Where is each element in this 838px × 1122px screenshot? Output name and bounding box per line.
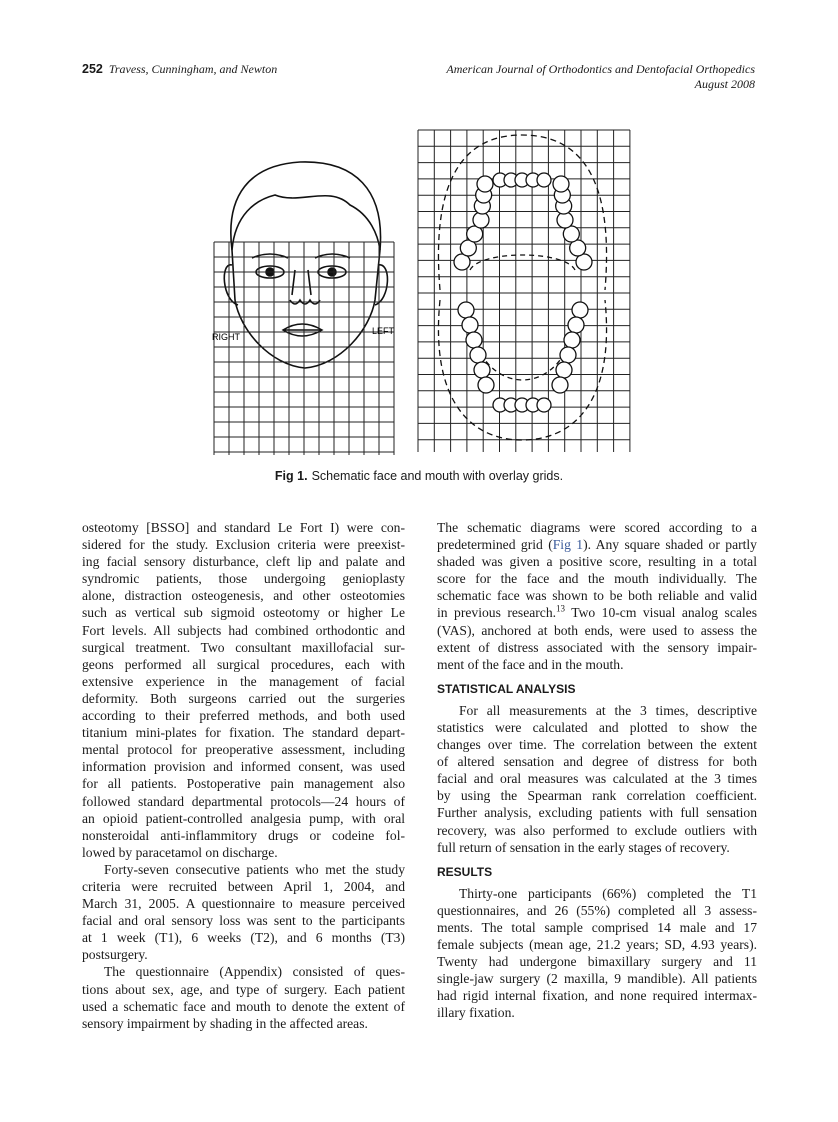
- tooth: [458, 302, 474, 318]
- text-segment: predetermined grid (: [437, 537, 553, 553]
- text-segment: in previous research.: [437, 605, 557, 621]
- text-line: according to their preferred methods, and both used: [82, 708, 405, 724]
- paragraph: [437, 885, 757, 1022]
- text-line: extent of distress associated with the sensory impair-: [437, 639, 757, 655]
- text-line: March 31, 2005. A questionnaire to measure perceived: [82, 896, 405, 912]
- figure-link[interactable]: Fig 1: [552, 537, 584, 553]
- text-line: The schematic diagrams were scored according to a: [437, 520, 757, 535]
- paragraph: [437, 519, 757, 673]
- tooth: [572, 302, 588, 318]
- text-line: facial and oral sensory loss was sent to the participants: [82, 913, 405, 929]
- text-line: Thirty-one participants (66%) completed the T1: [459, 885, 757, 901]
- text-line: information provision and informed consent, was used: [82, 759, 405, 775]
- text-line: full return of sensation in the early stages of recovery.: [437, 839, 730, 855]
- section-heading: RESULTS: [437, 864, 493, 879]
- schematic-face: [224, 162, 387, 368]
- text-line: criteria were recruited between April 1, 2004, and: [82, 878, 405, 894]
- text-line: surgical treatment. Two consultant maxillofacial sur-: [82, 639, 405, 655]
- paragraph: [82, 519, 405, 861]
- text-line: alone, distraction osteogenesis, and other osteotomies: [82, 588, 405, 604]
- text-line: Fort levels. All subjects had combined orthodontic and: [82, 622, 405, 638]
- section-heading: STATISTICAL ANALYSIS: [437, 681, 576, 696]
- text-line: lowed by paracetamol on discharge.: [82, 844, 278, 860]
- text-line: for all patients. Postoperative pain management also: [82, 776, 405, 792]
- text-line: ment of the face and in the mouth.: [437, 656, 624, 672]
- left-column: [82, 519, 405, 1032]
- issue-date: August 2008: [694, 77, 755, 91]
- figure-1: [0, 0, 838, 470]
- text-line: statistics were calculated and plotted to show the: [437, 719, 757, 735]
- text-line: such as vertical sub sigmoid osteotomy or higher Le: [82, 605, 405, 621]
- text-line: single-jaw surgery (2 maxilla, 9 mandible). All patients: [437, 971, 757, 987]
- face-overlay-grid: [214, 242, 394, 455]
- face-left-label: LEFT: [372, 326, 395, 336]
- text-line: Twenty had undergone bimaxillary surgery and 11: [437, 954, 757, 970]
- text-line: Forty-seven consecutive patients who met the study: [104, 861, 405, 877]
- tooth: [474, 362, 490, 378]
- text-line: For all measurements at the 3 times, descriptive: [459, 702, 757, 718]
- citation-superscript: 13: [556, 603, 566, 614]
- text-line: sidered for the study. Exclusion criteria were preexist-: [82, 537, 405, 553]
- text-line: shaded was given a positive score, resulting in a total: [437, 554, 757, 570]
- text-line: titanium mini-plates for fixation. The standard depart-: [82, 725, 405, 741]
- text-line: tions about sex, age, and type of surgery. Each patient: [82, 981, 405, 997]
- text-line: (VAS), anchored at both ends, were used to assess the: [437, 622, 757, 638]
- text-line: [437, 604, 757, 621]
- text-line: [437, 536, 757, 553]
- tooth: [564, 332, 580, 348]
- right-column: [437, 519, 757, 1021]
- tooth: [552, 377, 568, 393]
- text-line: Further analysis, excluding patients with full sensation: [437, 805, 757, 821]
- paragraph: [82, 963, 405, 1031]
- tooth: [560, 347, 576, 363]
- tooth: [462, 317, 478, 333]
- tooth: [537, 398, 551, 412]
- text-line: schematic face was shown to be both reliable and valid: [437, 588, 757, 604]
- text-line: score for the face and the mouth individually. The: [437, 571, 757, 587]
- text-line: geons performed all surgical procedures, each with: [82, 656, 405, 672]
- text-line: The questionnaire (Appendix) consisted of ques-: [104, 964, 405, 980]
- authors: Travess, Cunningham, and Newton: [108, 62, 278, 76]
- text-line: illary fixation.: [437, 1005, 515, 1021]
- paragraph: [82, 861, 405, 964]
- text-segment: Two 10-cm visual analog scales: [565, 605, 758, 621]
- text-line: sensory impairment by shading in the affected areas.: [82, 1015, 368, 1031]
- tooth: [477, 176, 493, 192]
- journal-name: American Journal of Orthodontics and Dentofacial Orthopedics: [446, 62, 755, 76]
- text-line: postsurgery.: [82, 947, 148, 963]
- text-line: female subjects (mean age, 21.2 years; SD, 4.93 years).: [437, 936, 757, 952]
- caption-text: Schematic face and mouth with overlay grids.: [311, 469, 564, 483]
- figure-label: Fig 1.: [274, 469, 308, 483]
- page-number: 252: [82, 62, 103, 76]
- text-line: used a schematic face and mouth to denote the extent of: [82, 998, 405, 1014]
- tooth: [553, 176, 569, 192]
- text-line: an opioid patient-controlled analgesia pump, with oral: [82, 810, 405, 826]
- text-line: deformity. Both surgeons carried out the surgeries: [82, 690, 405, 706]
- text-line: extensive experience in the management of facial: [82, 673, 405, 689]
- text-line: by using the Spearman rank correlation coefficient.: [437, 788, 757, 804]
- text-line: changes over time. The correlation between the extent: [437, 737, 757, 753]
- text-line: facial and oral measures was calculated at the 3 times: [437, 771, 757, 787]
- text-line: had rigid internal fixation, and none required intermax-: [437, 988, 757, 1004]
- text-segment: ). Any square shaded or partly: [583, 537, 757, 553]
- text-line: ments. The total sample comprised 14 male and 17: [437, 919, 757, 935]
- text-line: mental protocol for preoperative assessment, including: [82, 742, 405, 758]
- text-line: at 1 week (T1), 6 weeks (T2), and 6 months (T3): [82, 930, 405, 946]
- text-line: ing facial sensory disturbance, cleft lip and palate and: [82, 554, 405, 570]
- text-line: nonsteroidal anti-inflammitory drugs or codeine fol-: [82, 827, 405, 843]
- text-line: of altered sensation and degree of distress for both: [437, 754, 757, 770]
- face-right-label: RIGHT: [212, 332, 240, 342]
- tooth: [556, 362, 572, 378]
- text-line: recovery, was also performed to exclude outliers with: [437, 822, 757, 838]
- text-line: questionnaires, and 26 (55%) completed all 3 assess-: [437, 902, 757, 918]
- text-line: osteotomy [BSSO] and standard Le Fort I) were con-: [82, 520, 405, 535]
- text-line: syndromic patients, those undergoing genioplasty: [82, 571, 405, 587]
- paragraph: [437, 702, 757, 856]
- tooth: [466, 332, 482, 348]
- figure-caption: [0, 469, 838, 483]
- tooth: [470, 347, 486, 363]
- tooth: [537, 173, 551, 187]
- tooth: [478, 377, 494, 393]
- tooth: [568, 317, 584, 333]
- text-line: followed standard departmental protocols—24 hours of: [82, 793, 405, 809]
